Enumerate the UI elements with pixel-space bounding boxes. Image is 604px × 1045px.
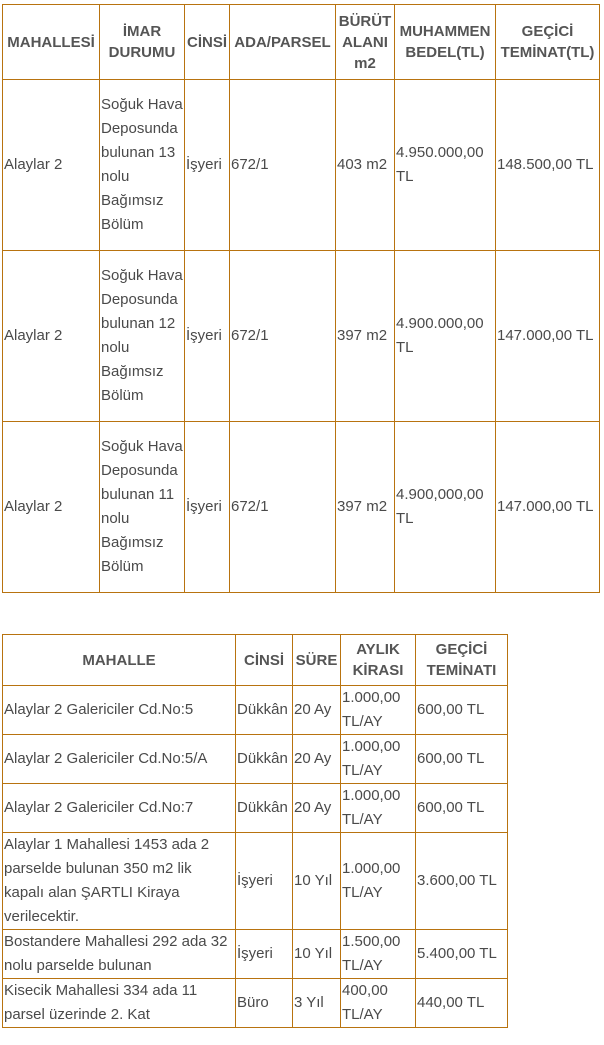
- cell-kira: 1.500,00 TL/AY: [341, 930, 416, 979]
- table-row: [3, 784, 508, 833]
- cell-ada-parsel: 672/1: [230, 422, 336, 593]
- table-row: [3, 833, 508, 930]
- cell-ada-parsel: 672/1: [230, 251, 336, 422]
- cell-teminat: 3.600,00 TL: [416, 833, 508, 930]
- cell-imar: Soğuk Hava Deposunda bulunan 11 nolu Bağımsız Bölüm: [100, 422, 185, 593]
- cell-sure: 20 Ay: [293, 686, 341, 735]
- cell-teminat: 5.400,00 TL: [416, 930, 508, 979]
- cell-kira: 1.000,00 TL/AY: [341, 686, 416, 735]
- table-header-row: [3, 635, 508, 686]
- cell-mahalle: Alaylar 2 Galericiler Cd.No:5: [3, 686, 236, 735]
- cell-mahalle: Kisecik Mahallesi 334 ada 11 parsel üzerinde 2. Kat: [3, 979, 236, 1028]
- header-burut-alani: BÜRÜT ALANI m2: [336, 5, 395, 80]
- table-row: [3, 422, 600, 593]
- header-ada-parsel: ADA/PARSEL: [230, 5, 336, 80]
- cell-mahalle: Bostandere Mahallesi 292 ada 32 nolu parselde bulunan: [3, 930, 236, 979]
- cell-sure: 20 Ay: [293, 784, 341, 833]
- cell-sure: 3 Yıl: [293, 979, 341, 1028]
- cell-teminat: 148.500,00 TL: [496, 80, 600, 251]
- cell-cins: İşyeri: [185, 422, 230, 593]
- cell-sure: 10 Yıl: [293, 930, 341, 979]
- cell-teminat: 147.000,00 TL: [496, 422, 600, 593]
- cell-teminat: 440,00 TL: [416, 979, 508, 1028]
- table-header-row: [3, 5, 600, 80]
- table-row: [3, 735, 508, 784]
- cell-cins: İşyeri: [185, 80, 230, 251]
- cell-kira: 1.000,00 TL/AY: [341, 833, 416, 930]
- cell-alan: 403 m2: [336, 80, 395, 251]
- cell-teminat: 600,00 TL: [416, 784, 508, 833]
- cell-kira: 400,00 TL/AY: [341, 979, 416, 1028]
- cell-ada-parsel: 672/1: [230, 80, 336, 251]
- table-row: [3, 686, 508, 735]
- header-mahalle: MAHALLE: [3, 635, 236, 686]
- cell-bedel: 4.900.000,00 TL: [395, 251, 496, 422]
- cell-cins: İşyeri: [236, 930, 293, 979]
- header-aylik-kirasi: AYLIK KİRASI: [341, 635, 416, 686]
- header-sure: SÜRE: [293, 635, 341, 686]
- cell-alan: 397 m2: [336, 251, 395, 422]
- header-gecici-teminati: GEÇİCİ TEMİNATI: [416, 635, 508, 686]
- table-row: [3, 930, 508, 979]
- rental-table: [2, 634, 508, 1028]
- table-row: [3, 80, 600, 251]
- header-muhammen-bedel: MUHAMMEN BEDEL(TL): [395, 5, 496, 80]
- cell-mahalle: Alaylar 2: [3, 80, 100, 251]
- cell-mahalle: Alaylar 2: [3, 251, 100, 422]
- table-row: [3, 979, 508, 1028]
- cell-cins: İşyeri: [236, 833, 293, 930]
- cell-cins: Dükkân: [236, 686, 293, 735]
- cell-imar: Soğuk Hava Deposunda bulunan 12 nolu Bağımsız Bölüm: [100, 251, 185, 422]
- cell-cins: İşyeri: [185, 251, 230, 422]
- header-mahallesi: MAHALLESİ: [3, 5, 100, 80]
- cell-mahalle: Alaylar 2 Galericiler Cd.No:5/A: [3, 735, 236, 784]
- cell-teminat: 147.000,00 TL: [496, 251, 600, 422]
- table-row: [3, 251, 600, 422]
- cell-cins: Dükkân: [236, 784, 293, 833]
- header-gecici-teminat: GEÇİCİ TEMİNAT(TL): [496, 5, 600, 80]
- cell-mahalle: Alaylar 1 Mahallesi 1453 ada 2 parselde bulunan 350 m2 lik kapalı alan ŞARTLI Kiraya verilecektir.: [3, 833, 236, 930]
- cell-kira: 1.000,00 TL/AY: [341, 735, 416, 784]
- cell-teminat: 600,00 TL: [416, 686, 508, 735]
- cell-cins: Büro: [236, 979, 293, 1028]
- header-imar-durumu: İMAR DURUMU: [100, 5, 185, 80]
- cell-imar: Soğuk Hava Deposunda bulunan 13 nolu Bağımsız Bölüm: [100, 80, 185, 251]
- cell-mahalle: Alaylar 2: [3, 422, 100, 593]
- cell-teminat: 600,00 TL: [416, 735, 508, 784]
- cell-mahalle: Alaylar 2 Galericiler Cd.No:7: [3, 784, 236, 833]
- cell-bedel: 4.900,000,00 TL: [395, 422, 496, 593]
- header-cinsi: CİNSİ: [236, 635, 293, 686]
- cell-cins: Dükkân: [236, 735, 293, 784]
- cell-bedel: 4.950.000,00 TL: [395, 80, 496, 251]
- cell-sure: 10 Yıl: [293, 833, 341, 930]
- cell-sure: 20 Ay: [293, 735, 341, 784]
- property-sale-table: [2, 4, 600, 593]
- cell-alan: 397 m2: [336, 422, 395, 593]
- header-cinsi: CİNSİ: [185, 5, 230, 80]
- cell-kira: 1.000,00 TL/AY: [341, 784, 416, 833]
